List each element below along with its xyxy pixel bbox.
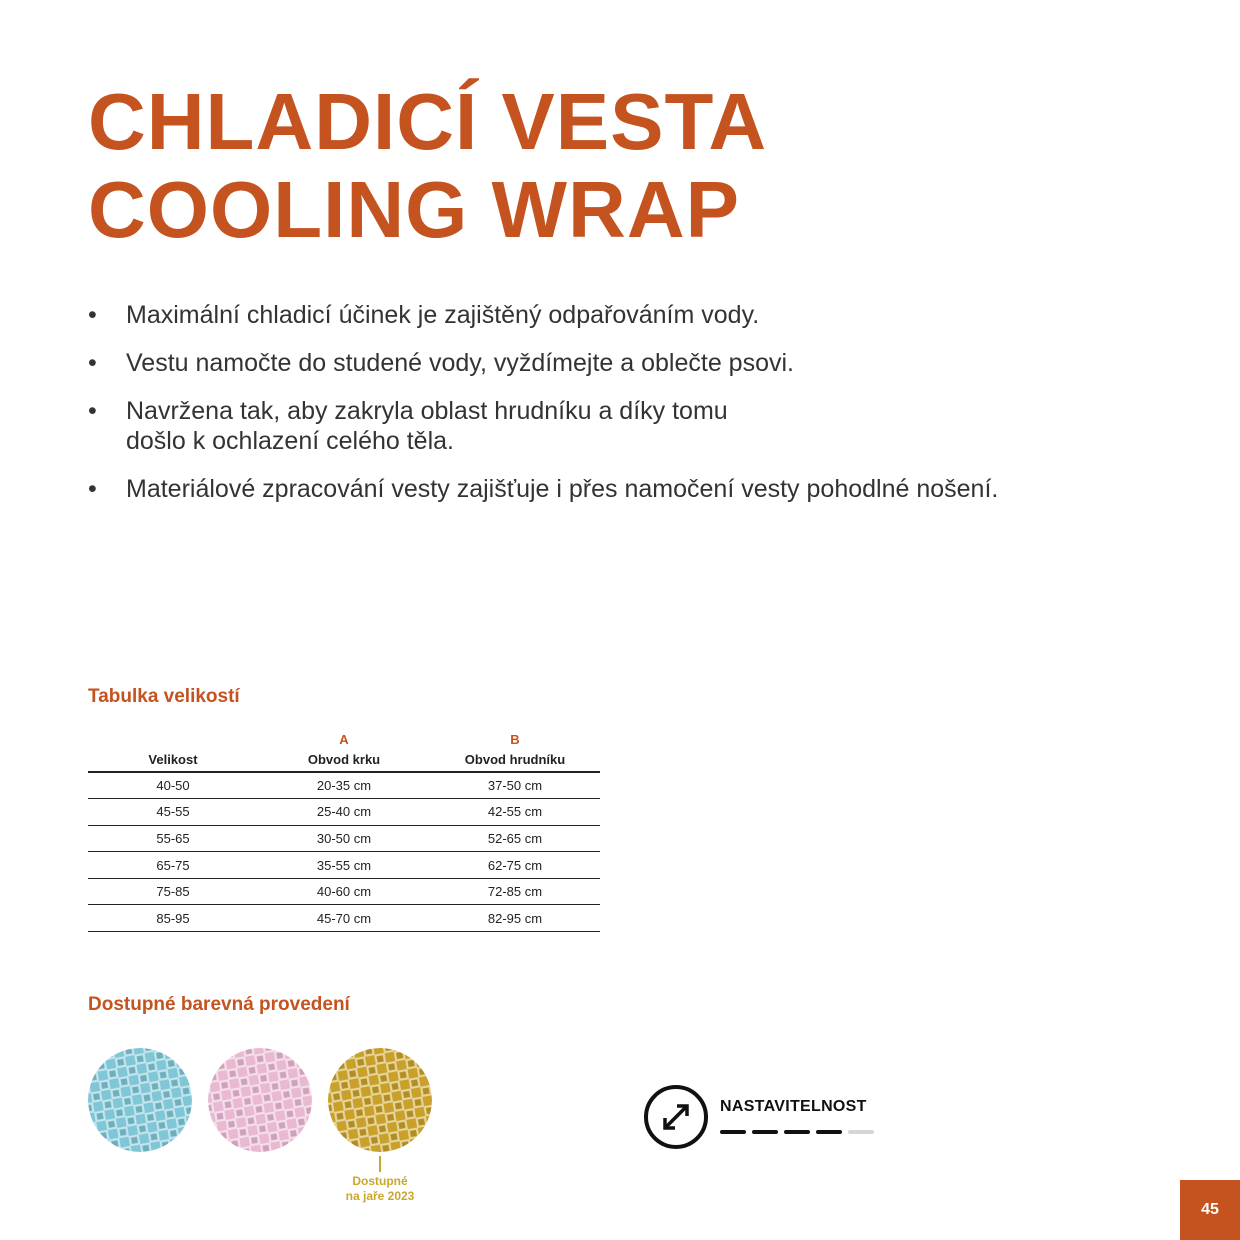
page-number: 45 <box>1180 1180 1240 1240</box>
title-line-1: CHLADICÍ VESTA <box>88 77 768 166</box>
table-row: 75-85 40-60 cm 72-85 cm <box>88 878 600 905</box>
adjustability-label: NASTAVITELNOST <box>720 1098 867 1115</box>
table-row: 65-75 35-55 cm 62-75 cm <box>88 852 600 879</box>
swatch-yellow <box>328 1048 432 1152</box>
list-item: • Vestu namočte do studené vody, vyždímejte a oblečte psovi. <box>88 349 794 377</box>
list-item: • Maximální chladicí účinek je zajištěný odpařováním vody. <box>88 301 760 329</box>
page-title <box>88 78 767 254</box>
resize-arrows-icon <box>643 1084 709 1150</box>
availability-note: Dostupné na jaře 2023 <box>345 1174 415 1203</box>
table-header-row <box>88 730 600 772</box>
header-chest: B Obvod hrudníku <box>464 732 566 767</box>
swatch-blue <box>88 1048 192 1152</box>
table-row: 55-65 30-50 cm 52-65 cm <box>88 825 600 852</box>
colors-section-title: Dostupné barevná provedení <box>88 994 350 1015</box>
header-size: Velikost <box>148 752 198 767</box>
size-table-title: Tabulka velikostí <box>88 686 240 707</box>
rating-dash <box>720 1130 746 1134</box>
list-item: • Navržena tak, aby zakryla oblast hrudníku a díky tomu došlo k ochlazení celého těla. <box>88 397 728 455</box>
adjustability-rating <box>720 1130 874 1134</box>
table-row: 40-50 20-35 cm 37-50 cm <box>88 772 600 799</box>
rating-dash <box>784 1130 810 1134</box>
rating-dash <box>816 1130 842 1134</box>
availability-connector <box>379 1156 381 1172</box>
bullet-point: • <box>88 397 97 425</box>
rating-dash <box>752 1130 778 1134</box>
bullet-point: • <box>88 475 97 503</box>
table-row: 45-55 25-40 cm 42-55 cm <box>88 799 600 826</box>
title-line-2: COOLING WRAP <box>88 165 740 254</box>
header-neck: A Obvod krku <box>307 732 381 767</box>
list-item: • Materiálové zpracování vesty zajišťuje i přes namočení vesty pohodlné nošení. <box>88 475 999 503</box>
rating-dash <box>848 1130 874 1134</box>
bullet-point: • <box>88 301 97 329</box>
swatch-pink <box>208 1048 312 1152</box>
size-table <box>88 730 600 932</box>
bullet-point: • <box>88 349 97 377</box>
table-row: 85-95 45-70 cm 82-95 cm <box>88 905 600 932</box>
feature-list <box>88 300 1188 522</box>
